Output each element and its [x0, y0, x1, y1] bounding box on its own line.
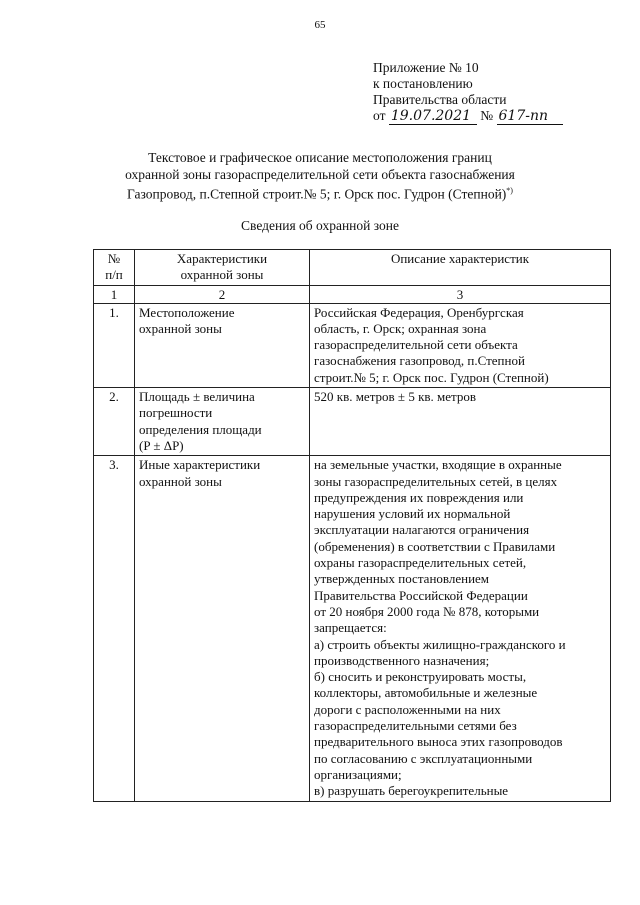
- row-description: [310, 303, 611, 387]
- row-characteristic: [135, 456, 310, 801]
- characteristic-line: определения площади: [139, 421, 262, 437]
- handwritten-date: 19.07.2021: [389, 109, 477, 125]
- section-subtitle: Сведения об охранной зоне: [241, 218, 399, 233]
- document-title: [60, 150, 580, 203]
- header-col-characteristics: [135, 250, 310, 286]
- appendix-header: [373, 60, 563, 125]
- row-number: 1.: [94, 303, 135, 387]
- description-line: утвержденных постановлением: [314, 571, 490, 587]
- description-line: охраны газораспределительных сетей,: [314, 555, 527, 571]
- description-line: газораспределительными сетями без: [314, 718, 517, 734]
- description-line: на земельные участки, входящие в охранные: [314, 457, 562, 473]
- title-line: Газопровод, п.Степной строит.№ 5; г. Орск пос. Гудрон (Степной): [127, 186, 507, 202]
- header-text: п/п: [105, 267, 123, 283]
- appendix-line: к постановлению: [373, 76, 473, 91]
- appendix-line: Приложение № 10: [373, 60, 479, 75]
- title-line: охранной зоны газораспределительной сети объекта газоснабжения: [125, 166, 515, 182]
- row-description: [310, 388, 611, 456]
- description-line: предварительного выноса этих газопроводов: [314, 734, 563, 750]
- characteristic-line: погрешности: [139, 405, 213, 421]
- handwritten-number: 617-пп: [497, 109, 563, 125]
- description-line: строит.№ 5; г. Орск пос. Гудрон (Степной): [314, 369, 549, 385]
- characteristic-line: Местоположение: [139, 304, 235, 320]
- column-number: 3: [310, 285, 611, 303]
- description-line: (обременения) в соответствии с Правилами: [314, 538, 556, 554]
- description-line: дороги с расположенными на них: [314, 701, 501, 717]
- description-line: газоснабжения газопровод, п.Степной: [314, 353, 525, 369]
- header-text: Характеристики: [176, 251, 268, 266]
- header-col-number: [94, 250, 135, 286]
- table-header-row: [94, 250, 611, 286]
- header-col-description: Описание характеристик: [310, 250, 611, 286]
- description-line: коллекторы, автомобильные и железные: [314, 685, 538, 701]
- characteristic-line: Площадь ± величина: [139, 389, 255, 405]
- description-line: по согласованию с эксплуатационными: [314, 750, 533, 766]
- title-line: Текстовое и графическое описание местоположения границ: [148, 150, 492, 165]
- characteristic-line: охранной зоны: [139, 473, 222, 489]
- number-prefix: №: [480, 108, 494, 123]
- header-text: охранной зоны: [180, 267, 264, 283]
- description-line: газораспределительной сети объекта: [314, 337, 518, 353]
- row-characteristic: [135, 388, 310, 456]
- table-row: [94, 388, 611, 456]
- appendix-line: Правительства области: [373, 92, 507, 107]
- column-number: 2: [135, 285, 310, 303]
- row-number: 2.: [94, 388, 135, 456]
- from-prefix: от: [373, 108, 386, 123]
- description-line: предупреждения их повреждения или: [314, 489, 524, 505]
- row-description: [310, 456, 611, 801]
- table-row: [94, 456, 611, 801]
- description-line: зоны газораспределительных сетей, в целях: [314, 473, 558, 489]
- description-line: от 20 ноября 2000 года № 878, которыми: [314, 603, 540, 619]
- header-text: №: [107, 251, 121, 266]
- description-line: производственного назначения;: [314, 652, 490, 668]
- table-row: [94, 303, 611, 387]
- description-line: эксплуатации налагаются ограничения: [314, 522, 530, 538]
- characteristic-line: (P ± ΔP): [139, 437, 184, 453]
- description-line: 520 кв. метров ± 5 кв. метров: [314, 389, 476, 405]
- appendix-date-line: [373, 108, 563, 125]
- row-characteristic: [135, 303, 310, 387]
- table-body: [94, 303, 611, 801]
- description-line: организациями;: [314, 766, 402, 782]
- footnote-mark: *): [506, 186, 513, 195]
- column-number-row: [94, 285, 611, 303]
- page-number: 65: [314, 19, 326, 31]
- description-line: область, г. Орск; охранная зона: [314, 320, 487, 336]
- title-line-with-footnote: [60, 183, 580, 203]
- description-line: нарушения условий их нормальной: [314, 506, 511, 522]
- column-number: 1: [94, 285, 135, 303]
- zone-info-table: [93, 249, 611, 802]
- description-line: запрещается:: [314, 620, 387, 636]
- characteristic-line: Иные характеристики: [139, 457, 261, 473]
- row-number: 3.: [94, 456, 135, 801]
- description-line: в) разрушать берегоукрепительные: [314, 783, 509, 799]
- characteristic-line: охранной зоны: [139, 320, 222, 336]
- description-line: Правительства Российской Федерации: [314, 587, 528, 603]
- description-line: а) строить объекты жилищно-гражданского и: [314, 636, 566, 652]
- description-line: Российская Федерация, Оренбургская: [314, 304, 524, 320]
- description-line: б) сносить и реконструировать мосты,: [314, 669, 527, 685]
